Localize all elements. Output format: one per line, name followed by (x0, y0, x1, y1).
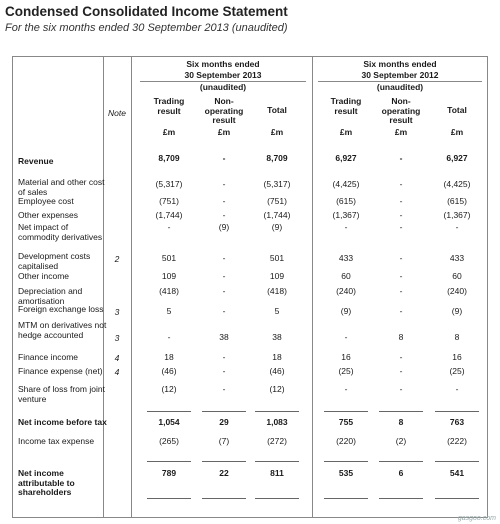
table-cell: 29 (219, 417, 229, 427)
table-cell: (9) (271, 222, 283, 232)
row-note: 4 (114, 367, 120, 377)
table-cell: - (399, 222, 403, 232)
table-cell: 5 (274, 306, 280, 316)
total-rule (324, 498, 368, 499)
column-unit: £m (339, 127, 353, 137)
table-cell: - (399, 253, 403, 263)
table-cell: (5,317) (155, 179, 183, 189)
table-cell: 6 (398, 468, 404, 478)
period-header-2013 (140, 59, 306, 93)
row-label: Other expenses (18, 210, 79, 220)
table-cell: - (222, 153, 226, 163)
table-cell: 5 (166, 306, 172, 316)
table-cell: 38 (272, 332, 282, 342)
note-column-divider (131, 56, 132, 518)
table-cell: (4,425) (332, 179, 360, 189)
table-cell: - (455, 384, 459, 394)
column-unit: £m (162, 127, 176, 137)
total-rule (202, 498, 246, 499)
table-cell: - (167, 332, 171, 342)
table-cell: - (399, 271, 403, 281)
total-rule (435, 461, 479, 462)
table-cell: - (222, 384, 226, 394)
table-cell: (240) (336, 286, 356, 296)
total-rule (324, 461, 368, 462)
total-rule (202, 461, 246, 462)
row-label: Revenue (18, 156, 54, 166)
table-cell: (9) (218, 222, 230, 232)
row-note: 3 (114, 333, 120, 343)
table-cell: 755 (338, 417, 354, 427)
row-label: Employee cost (18, 196, 74, 206)
row-label: Income tax expense (18, 436, 95, 446)
table-cell: - (399, 366, 403, 376)
row-note: 2 (114, 254, 120, 264)
row-label: Net income attributable to shareholders (18, 468, 75, 497)
table-cell: 8,709 (158, 153, 180, 163)
table-cell: 6,927 (335, 153, 357, 163)
table-cell: (12) (269, 384, 285, 394)
total-rule (147, 461, 191, 462)
row-note: 4 (114, 353, 120, 363)
table-cell: 16 (341, 352, 351, 362)
total-rule (435, 498, 479, 499)
row-label: Share of loss from joint venture (18, 384, 105, 404)
table-cell: (615) (336, 196, 356, 206)
table-cell: 18 (164, 352, 174, 362)
table-cell: (220) (336, 436, 356, 446)
table-cell: - (455, 222, 459, 232)
table-cell: - (344, 384, 348, 394)
table-cell: (1,744) (263, 210, 291, 220)
table-cell: 789 (161, 468, 177, 478)
table-cell: (751) (159, 196, 179, 206)
table-cell: (12) (161, 384, 177, 394)
total-rule (435, 411, 479, 412)
table-cell: (751) (267, 196, 287, 206)
table-cell: (1,367) (332, 210, 360, 220)
table-cell: (9) (340, 306, 352, 316)
total-rule (255, 411, 299, 412)
table-cell: 535 (338, 468, 354, 478)
table-cell: (7) (218, 436, 230, 446)
table-cell: - (222, 196, 226, 206)
table-cell: - (222, 352, 226, 362)
column-header: Total (267, 105, 287, 115)
table-cell: (418) (267, 286, 287, 296)
column-header: Non-operating result (381, 96, 421, 125)
period-line3: (unaudited) (318, 81, 482, 93)
row-label: Net income before tax (18, 417, 107, 427)
table-cell: (4,425) (443, 179, 471, 189)
watermark: gasgoo.com (457, 515, 496, 522)
table-cell: (25) (338, 366, 354, 376)
total-rule (255, 461, 299, 462)
table-cell: 8 (398, 417, 404, 427)
total-rule (255, 498, 299, 499)
column-unit: £m (394, 127, 408, 137)
total-rule (379, 411, 423, 412)
table-cell: - (222, 286, 226, 296)
row-label: Material and other cost of sales (18, 177, 105, 197)
table-cell: (9) (451, 306, 463, 316)
column-header: Trading result (330, 96, 362, 116)
table-cell: (418) (159, 286, 179, 296)
table-cell: - (344, 222, 348, 232)
table-cell: 1,054 (158, 417, 180, 427)
table-cell: 8,709 (266, 153, 288, 163)
table-cell: - (399, 306, 403, 316)
total-rule (324, 411, 368, 412)
column-header: Non-operating result (204, 96, 244, 125)
table-cell: - (399, 384, 403, 394)
note-header: Note (108, 108, 126, 118)
period-line2: 30 September 2013 (184, 70, 262, 80)
table-cell: - (222, 179, 226, 189)
table-cell: - (222, 210, 226, 220)
row-note: 3 (114, 307, 120, 317)
table-cell: (240) (447, 286, 467, 296)
row-label: Foreign exchange loss (18, 304, 104, 314)
table-cell: 18 (272, 352, 282, 362)
period-divider (312, 56, 313, 518)
table-cell: (222) (447, 436, 467, 446)
table-cell: - (222, 253, 226, 263)
column-unit: £m (270, 127, 284, 137)
table-cell: 433 (449, 253, 465, 263)
row-label: Net impact of commodity derivatives (18, 222, 103, 242)
row-label: Other income (18, 271, 70, 281)
table-cell: (265) (159, 436, 179, 446)
table-cell: (46) (161, 366, 177, 376)
period-header-2012 (318, 59, 482, 93)
row-label: Finance expense (net) (18, 366, 103, 376)
column-unit: £m (217, 127, 231, 137)
table-cell: - (399, 210, 403, 220)
table-cell: - (222, 366, 226, 376)
period-line3: (unaudited) (140, 81, 306, 93)
total-rule (202, 411, 246, 412)
table-cell: 38 (219, 332, 229, 342)
table-cell: 501 (161, 253, 177, 263)
table-cell: 501 (269, 253, 285, 263)
table-cell: (272) (267, 436, 287, 446)
table-cell: 6,927 (446, 153, 468, 163)
table-cell: (46) (269, 366, 285, 376)
table-cell: 433 (338, 253, 354, 263)
period-line1: Six months ended (186, 59, 260, 69)
table-cell: - (167, 222, 171, 232)
table-cell: 22 (219, 468, 229, 478)
table-cell: 16 (452, 352, 462, 362)
table-cell: (25) (449, 366, 465, 376)
table-cell: 109 (269, 271, 285, 281)
page-title: Condensed Consolidated Income Statement (5, 4, 288, 19)
table-cell: - (222, 306, 226, 316)
total-rule (379, 461, 423, 462)
table-cell: 811 (270, 468, 284, 478)
column-header: Trading result (153, 96, 185, 116)
table-cell: 8 (454, 332, 460, 342)
table-cell: 1,083 (266, 417, 288, 427)
table-cell: - (399, 153, 403, 163)
column-unit: £m (450, 127, 464, 137)
table-cell: - (399, 196, 403, 206)
table-cell: 60 (341, 271, 351, 281)
table-cell: 763 (449, 417, 465, 427)
table-cell: (5,317) (263, 179, 291, 189)
row-label: MTM on derivatives not hedge accounted (18, 320, 107, 340)
row-label: Finance income (18, 352, 79, 362)
table-cell: - (344, 332, 348, 342)
total-rule (147, 411, 191, 412)
row-label: Depreciation and amortisation (18, 286, 83, 306)
table-border-left (12, 56, 13, 518)
table-cell: - (399, 286, 403, 296)
table-cell: 109 (161, 271, 177, 281)
table-cell: (1,367) (443, 210, 471, 220)
table-cell: 8 (398, 332, 404, 342)
table-cell: - (399, 179, 403, 189)
total-rule (379, 498, 423, 499)
row-label: Development costs capitalised (18, 251, 91, 271)
table-cell: (1,744) (155, 210, 183, 220)
table-border-right (487, 56, 488, 518)
table-cell: 541 (449, 468, 465, 478)
period-line1: Six months ended (363, 59, 437, 69)
table-cell: - (222, 271, 226, 281)
column-header: Total (447, 105, 467, 115)
table-cell: (615) (447, 196, 467, 206)
table-cell: (2) (395, 436, 407, 446)
period-line2: 30 September 2012 (361, 70, 439, 80)
page-subtitle: For the six months ended 30 September 2013 (unaudited) (5, 22, 288, 34)
table-cell: - (399, 352, 403, 362)
total-rule (147, 498, 191, 499)
table-cell: 60 (452, 271, 462, 281)
